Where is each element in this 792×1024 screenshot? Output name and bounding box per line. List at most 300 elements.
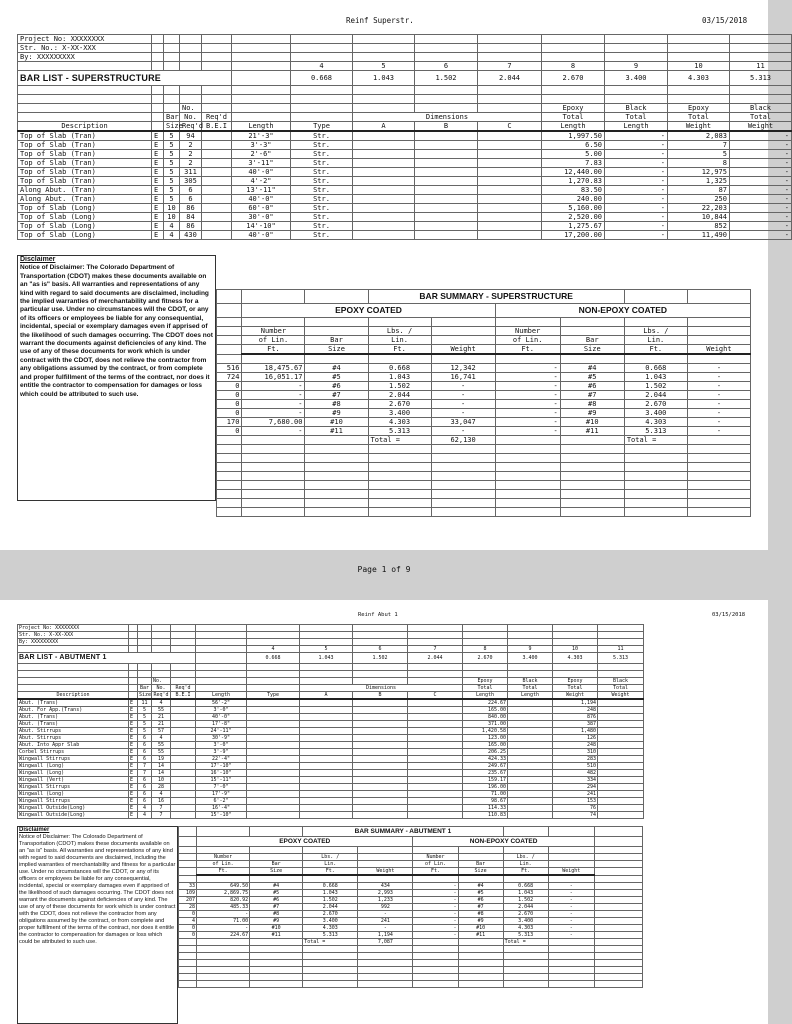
table-row <box>18 721 644 728</box>
table-cell: 30'-9" <box>196 735 247 742</box>
black-weight: - <box>548 918 594 925</box>
table-cell: 241 <box>553 791 598 798</box>
table-row <box>217 436 751 445</box>
empty-cell <box>353 632 408 639</box>
empty-cell <box>624 499 687 508</box>
empty-cell <box>305 436 368 445</box>
empty-cell <box>542 44 605 53</box>
empty-cell <box>548 960 594 967</box>
bar-unit-weight: 4.303 <box>668 71 730 86</box>
empty-cell <box>250 827 303 837</box>
table-cell <box>247 707 300 714</box>
bar-size: #6 <box>250 897 303 904</box>
epoxy-lin-ft: 224.67 <box>197 932 250 939</box>
empty-cell <box>458 981 503 988</box>
bar-count: 0 <box>217 400 242 409</box>
bar-description: Wingwall Stirrups <box>18 798 129 805</box>
empty-cell <box>368 445 431 454</box>
table-cell: 5 <box>164 159 180 168</box>
bar-size: #4 <box>305 364 368 373</box>
black-lin-ft: - <box>495 418 560 427</box>
table-cell <box>598 749 644 756</box>
table-cell <box>478 231 542 240</box>
epoxy-lin-ft: - <box>242 391 305 400</box>
col-head: Dimensions <box>353 113 542 122</box>
sheet-date: 03/15/2018 <box>702 16 748 25</box>
bar-description: Along Abut. (Tran) <box>18 195 152 204</box>
empty-cell <box>250 939 303 946</box>
col-head: Number <box>413 854 458 861</box>
table-cell <box>508 763 553 770</box>
col-head: Black <box>598 678 644 685</box>
empty-cell <box>353 104 415 113</box>
col-head: Size <box>458 868 503 876</box>
bar-size: #7 <box>305 391 368 400</box>
black-weight: - <box>548 904 594 911</box>
table-cell <box>300 812 353 819</box>
table-cell <box>300 714 353 721</box>
empty-cell <box>624 290 687 304</box>
empty-cell <box>413 974 458 981</box>
table-row <box>18 186 792 195</box>
black-lin-ft: - <box>495 373 560 382</box>
empty-cell <box>196 685 247 692</box>
table-cell <box>508 770 553 777</box>
table-cell <box>353 749 408 756</box>
empty-cell <box>197 847 250 854</box>
empty-cell <box>138 632 152 639</box>
col-head: Black <box>730 104 792 113</box>
bar-description: Wingwall Outside(Long) <box>18 812 129 819</box>
table-cell <box>300 699 353 707</box>
epoxy-weight: 2,993 <box>358 890 413 897</box>
table-cell <box>353 177 415 186</box>
empty-cell <box>164 62 180 71</box>
col-head: Lin. <box>503 861 548 868</box>
table-cell <box>508 798 553 805</box>
epoxy-lin-ft: 71.00 <box>197 918 250 925</box>
empty-cell <box>548 827 594 837</box>
table-cell <box>415 204 478 213</box>
table-cell <box>353 186 415 195</box>
bar-count: 0 <box>179 932 197 939</box>
table-cell: 5 <box>138 728 152 735</box>
empty-cell <box>413 981 458 988</box>
table-cell: E <box>129 735 138 742</box>
black-lin-ft: - <box>495 391 560 400</box>
empty-cell <box>232 113 291 122</box>
table-cell <box>415 186 478 195</box>
table-cell <box>408 749 463 756</box>
epoxy-lin-ft: 485.33 <box>197 904 250 911</box>
empty-cell <box>242 445 305 454</box>
empty-cell <box>598 664 644 671</box>
empty-cell <box>179 939 197 946</box>
table-cell: 6 <box>138 791 152 798</box>
empty-cell <box>553 632 598 639</box>
table-cell: 311 <box>180 168 202 177</box>
table-row <box>18 735 644 742</box>
empty-cell <box>358 861 413 868</box>
empty-cell <box>305 490 368 499</box>
table-cell: Str. <box>291 150 353 159</box>
table-cell: 110.83 <box>463 812 508 819</box>
table-cell: 840.00 <box>463 714 508 721</box>
table-row <box>18 685 644 692</box>
lbs-per-ft: 2.044 <box>624 391 687 400</box>
bar-count: 724 <box>217 373 242 382</box>
black-weight: - <box>548 883 594 890</box>
col-head: Bar <box>164 113 180 122</box>
empty-cell <box>300 632 353 639</box>
table-row <box>217 490 751 499</box>
empty-cell <box>553 671 598 678</box>
bar-description: Top of Slab (Long) <box>18 222 152 231</box>
bar-size: #9 <box>250 918 303 925</box>
empty-cell <box>250 960 303 967</box>
table-row <box>179 847 643 854</box>
black-lin-ft: - <box>495 427 560 436</box>
table-cell: 1,270.83 <box>542 177 605 186</box>
empty-cell <box>196 639 247 646</box>
table-cell <box>300 728 353 735</box>
empty-cell <box>202 95 232 104</box>
table-cell <box>171 728 196 735</box>
table-row <box>179 960 643 967</box>
empty-cell <box>594 974 642 981</box>
empty-cell <box>152 639 171 646</box>
black-lin-ft: - <box>413 918 458 925</box>
epoxy-weight: - <box>431 391 495 400</box>
empty-cell <box>408 678 463 685</box>
col-head: Ft. <box>413 868 458 876</box>
black-lin-ft: - <box>495 409 560 418</box>
empty-cell <box>300 639 353 646</box>
lbs-per-ft: 2.044 <box>303 904 358 911</box>
empty-cell <box>503 981 548 988</box>
empty-cell <box>291 104 353 113</box>
bar-size: #7 <box>250 904 303 911</box>
table-cell <box>598 791 644 798</box>
table-cell <box>508 791 553 798</box>
lbs-per-ft: 0.668 <box>503 883 548 890</box>
empty-cell <box>560 463 624 472</box>
empty-cell <box>458 854 503 861</box>
col-head: No. <box>180 113 202 122</box>
empty-cell <box>560 508 624 517</box>
table-cell: 6'-2" <box>196 798 247 805</box>
table-cell: 4 <box>138 805 152 812</box>
table-cell: 55 <box>152 707 171 714</box>
table-cell: E <box>129 763 138 770</box>
col-head: Req'd <box>202 113 232 122</box>
table-cell <box>353 798 408 805</box>
table-row <box>18 195 792 204</box>
empty-cell <box>242 463 305 472</box>
table-cell: 22'-4" <box>196 756 247 763</box>
table-cell: E <box>129 749 138 756</box>
empty-cell <box>431 445 495 454</box>
bar-size: #11 <box>305 427 368 436</box>
bar-size: #6 <box>305 382 368 391</box>
lbs-per-ft: 1.502 <box>303 897 358 904</box>
table-cell <box>415 159 478 168</box>
col-head: of Lin. <box>242 336 305 345</box>
table-row <box>18 639 644 646</box>
black-weight: - <box>687 409 750 418</box>
empty-cell <box>730 44 792 53</box>
empty-cell <box>594 854 642 861</box>
table-cell <box>508 728 553 735</box>
epoxy-lin-ft: - <box>242 400 305 409</box>
bar-number: 5 <box>353 62 415 71</box>
empty-cell <box>605 35 668 44</box>
table-cell <box>247 735 300 742</box>
empty-cell <box>180 35 202 44</box>
table-cell <box>508 735 553 742</box>
table-cell <box>408 756 463 763</box>
table-cell: - <box>730 150 792 159</box>
table-cell: 40'-0" <box>232 231 291 240</box>
empty-cell <box>179 974 197 981</box>
table-row <box>18 53 792 62</box>
table-cell: 1,275.67 <box>542 222 605 231</box>
table-cell: 8 <box>668 159 730 168</box>
table-row <box>217 445 751 454</box>
empty-cell <box>560 490 624 499</box>
table-cell: 30'-0" <box>232 213 291 222</box>
table-cell: 196.00 <box>463 784 508 791</box>
disclaimer-box <box>17 826 178 1024</box>
empty-cell <box>594 918 642 925</box>
table-row <box>18 699 644 707</box>
empty-cell <box>413 875 458 883</box>
epoxy-lin-ft: 649.50 <box>197 883 250 890</box>
empty-cell <box>594 897 642 904</box>
empty-cell <box>242 481 305 490</box>
bar-description: Top of Slab (Tran) <box>18 150 152 159</box>
table-cell: - <box>730 141 792 150</box>
bar-description: Wingwall Stirrups <box>18 784 129 791</box>
col-head: Weight <box>598 692 644 700</box>
table-cell: 76 <box>553 805 598 812</box>
empty-cell <box>179 875 197 883</box>
empty-cell <box>179 981 197 988</box>
table-cell <box>353 791 408 798</box>
empty-cell <box>232 62 291 71</box>
table-cell: Str. <box>291 195 353 204</box>
col-head: No. <box>180 104 202 113</box>
empty-cell <box>560 481 624 490</box>
col-head: Total <box>553 685 598 692</box>
empty-cell <box>495 454 560 463</box>
bar-count: 0 <box>217 382 242 391</box>
table-cell <box>247 777 300 784</box>
bar-unit-weight: 5.313 <box>598 653 644 664</box>
empty-cell <box>242 499 305 508</box>
empty-cell <box>303 981 358 988</box>
table-row <box>179 897 643 904</box>
bar-number: 9 <box>605 62 668 71</box>
table-cell <box>598 707 644 714</box>
empty-cell <box>171 625 196 632</box>
empty-cell <box>242 354 305 364</box>
empty-cell <box>303 953 358 960</box>
empty-cell <box>247 632 300 639</box>
empty-cell <box>202 104 232 113</box>
table-cell: - <box>605 150 668 159</box>
col-head: Description <box>18 122 152 132</box>
table-cell: - <box>605 222 668 231</box>
empty-cell <box>291 53 353 62</box>
table-cell <box>247 763 300 770</box>
empty-cell <box>18 685 129 692</box>
table-cell: E <box>152 150 164 159</box>
col-head: Lbs. / <box>624 327 687 336</box>
epoxy-weight: 33,047 <box>431 418 495 427</box>
table-cell <box>300 784 353 791</box>
table-cell <box>408 784 463 791</box>
table-cell: E <box>152 186 164 195</box>
empty-cell <box>548 854 594 861</box>
empty-cell <box>179 946 197 953</box>
table-cell <box>478 159 542 168</box>
table-row <box>18 763 644 770</box>
table-cell: 14'-10" <box>232 222 291 231</box>
empty-cell <box>291 35 353 44</box>
col-head: Req'd <box>171 685 196 692</box>
bar-size: #11 <box>250 932 303 939</box>
project-info: Str. No.: X-XX-XXX <box>18 632 129 639</box>
table-cell <box>171 763 196 770</box>
total-epoxy-weight: 7,087 <box>358 939 413 946</box>
bar-count: 0 <box>217 391 242 400</box>
lbs-per-ft: 3.400 <box>303 918 358 925</box>
bar-size: #7 <box>560 391 624 400</box>
empty-cell <box>129 632 138 639</box>
table-cell: 83.50 <box>542 186 605 195</box>
col-head: Length <box>232 122 291 132</box>
table-cell <box>300 791 353 798</box>
empty-cell <box>247 639 300 646</box>
empty-cell <box>353 678 408 685</box>
table-cell: 17'-10" <box>196 763 247 770</box>
empty-cell <box>548 875 594 883</box>
empty-cell <box>217 499 242 508</box>
empty-cell <box>202 53 232 62</box>
empty-cell <box>730 35 792 44</box>
empty-cell <box>553 625 598 632</box>
empty-cell <box>624 463 687 472</box>
table-cell: 16'-4" <box>196 805 247 812</box>
empty-cell <box>358 847 413 854</box>
table-row <box>217 336 751 345</box>
table-cell: 126 <box>553 735 598 742</box>
table-cell: E <box>129 777 138 784</box>
empty-cell <box>242 436 305 445</box>
table-row <box>18 777 644 784</box>
bar-size: #10 <box>458 925 503 932</box>
empty-cell <box>250 967 303 974</box>
empty-cell <box>353 35 415 44</box>
table-cell <box>353 721 408 728</box>
empty-cell <box>508 664 553 671</box>
table-cell <box>300 798 353 805</box>
table-row <box>217 418 751 427</box>
empty-cell <box>196 653 247 664</box>
bar-description: Top of Slab (Long) <box>18 213 152 222</box>
epoxy-weight: - <box>358 911 413 918</box>
empty-cell <box>368 354 431 364</box>
black-weight: - <box>548 897 594 904</box>
empty-cell <box>197 827 250 837</box>
lbs-per-ft: 4.303 <box>503 925 548 932</box>
project-info: By: XXXXXXXXX <box>18 53 152 62</box>
table-row <box>18 770 644 777</box>
empty-cell <box>542 86 605 95</box>
empty-cell <box>202 62 232 71</box>
empty-cell <box>196 625 247 632</box>
empty-cell <box>303 960 358 967</box>
table-row <box>18 692 644 700</box>
empty-cell <box>179 847 197 854</box>
table-cell <box>247 749 300 756</box>
col-head: Ft. <box>624 345 687 355</box>
bar-description: Abut. Stirrups <box>18 735 129 742</box>
empty-cell <box>431 481 495 490</box>
table-row <box>18 86 792 95</box>
empty-cell <box>171 664 196 671</box>
empty-cell <box>415 35 478 44</box>
empty-cell <box>458 847 503 854</box>
table-cell <box>300 735 353 742</box>
table-cell: 5 <box>138 721 152 728</box>
table-cell: 249.67 <box>463 763 508 770</box>
empty-cell <box>179 868 197 876</box>
table-cell: 7 <box>152 805 171 812</box>
epoxy-lin-ft: - <box>197 911 250 918</box>
empty-cell <box>164 44 180 53</box>
spreadsheet-page-2 <box>0 600 768 1024</box>
table-cell <box>171 798 196 805</box>
table-cell: 86 <box>180 222 202 231</box>
empty-cell <box>478 104 542 113</box>
bar-description: Top of Slab (Tran) <box>18 177 152 186</box>
table-cell: - <box>605 204 668 213</box>
empty-cell <box>358 946 413 953</box>
lbs-per-ft: 2.670 <box>503 911 548 918</box>
table-cell: 57 <box>152 728 171 735</box>
table-cell: 430 <box>180 231 202 240</box>
table-row <box>217 327 751 336</box>
table-cell <box>171 735 196 742</box>
table-cell <box>408 798 463 805</box>
empty-cell <box>138 678 152 685</box>
empty-cell <box>232 35 291 44</box>
empty-cell <box>300 625 353 632</box>
table-cell <box>202 195 232 204</box>
col-head: No. <box>152 685 171 692</box>
table-cell <box>171 707 196 714</box>
empty-cell <box>508 639 553 646</box>
table-cell: 17,200.00 <box>542 231 605 240</box>
epoxy-lin-ft: 7,680.00 <box>242 418 305 427</box>
table-row <box>179 925 643 932</box>
table-cell: 6 <box>138 749 152 756</box>
table-cell: 165.00 <box>463 707 508 714</box>
bar-number: 4 <box>291 62 353 71</box>
empty-cell <box>463 671 508 678</box>
